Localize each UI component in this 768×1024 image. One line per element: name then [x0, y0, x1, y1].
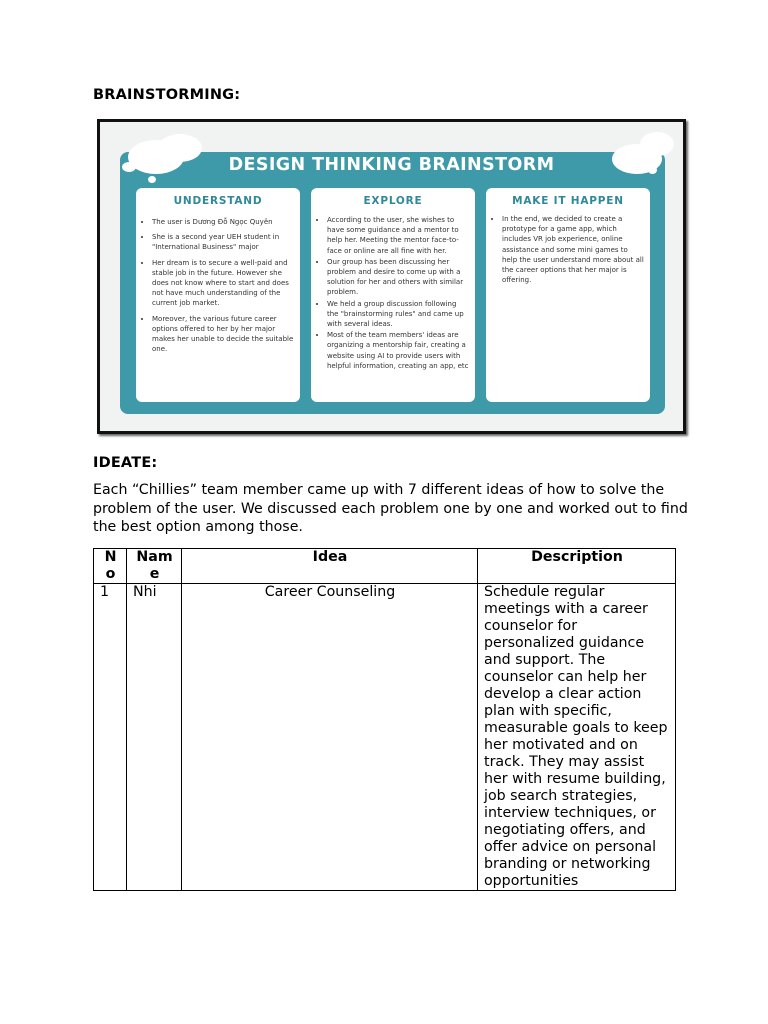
card-bullet: • Most of the team members' ideas are organizing a mentorship fair, creating a website using AI to provide users with helpful information, creating an app, etc: [327, 330, 469, 371]
header-idea: Idea: [182, 549, 478, 584]
header-name: Name: [127, 549, 182, 584]
brainstorming-heading: BRAINSTORMING:: [93, 87, 241, 103]
cloud-decoration-right-2: [640, 132, 674, 156]
ideas-table: [93, 548, 676, 891]
card-title: EXPLORE: [363, 195, 423, 207]
ideate-heading: IDEATE:: [93, 455, 158, 471]
card-bullet: • According to the user, she wishes to have some guidance and a mentor to help her. Meeting the mentor face-to-face or online are all fine with her.: [327, 215, 469, 256]
table-header-row: [94, 549, 676, 584]
card-bullet: • We held a group discussion following the "brainstorming rules" and came up with several ideas.: [327, 299, 469, 330]
card-make-it-happen: [486, 188, 650, 402]
card-bullet: • The user is Dương Đỗ Ngọc Quyên: [152, 217, 294, 227]
card-title: MAKE IT HAPPEN: [512, 195, 624, 207]
cell-description: Schedule regular meetings with a career counselor for personalized guidance and support. The counselor can help her develop a clear action plan with specific, measurable goals to keep her motivated and on track. They may assist her with resume building, job search strategies, interview techniques, or negotiating offers, and offer advice on personal branding or networking opportunities: [478, 584, 676, 891]
card-explore: [311, 188, 475, 402]
table-row: [94, 584, 676, 891]
cell-name: Nhi: [127, 584, 182, 891]
card-bullet: • Her dream is to secure a well-paid and stable job in the future. However she does not know where to start and does not have much understanding of the current job market.: [152, 258, 294, 309]
card-bullet: • In the end, we decided to create a prototype for a game app, which includes VR job experience, online assistance and some mini games to help the user understand more about all the career options that her major is offering.: [502, 214, 644, 285]
header-description: Description: [478, 549, 676, 584]
card-bullet: • She is a second year UEH student in "International Business" major: [152, 232, 294, 252]
cell-idea: Career Counseling: [182, 584, 478, 891]
cloud-decoration-left-4: [148, 176, 156, 183]
card-understand: [136, 188, 300, 402]
design-thinking-figure: [97, 119, 686, 434]
cell-no: 1: [94, 584, 127, 891]
card-bullet: • Moreover, the various future career options offered to her by her major makes her unable to decide the suitable one.: [152, 314, 294, 355]
header-no: No: [94, 549, 127, 584]
card-bullet: • Our group has been discussing her problem and desire to come up with a solution for her and others with similar problem.: [327, 257, 469, 298]
ideate-paragraph: Each “Chillies” team member came up with 7 different ideas of how to solve the problem of the user. We discussed each problem one by one and worked out to find the best option among those.: [93, 482, 688, 536]
figure-title: DESIGN THINKING BRAINSTORM: [228, 155, 555, 175]
card-title: UNDERSTAND: [173, 195, 263, 207]
